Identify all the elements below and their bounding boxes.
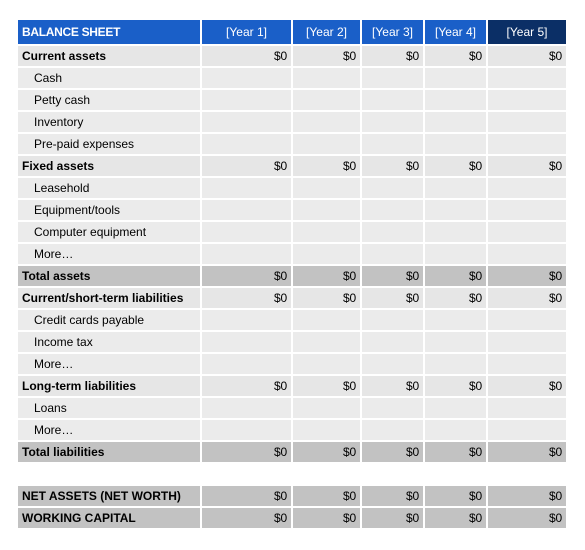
value-cell-year-2[interactable] — [293, 200, 362, 222]
table-row-item — [18, 244, 566, 266]
table-row-total — [18, 508, 566, 530]
value-cell-year-2[interactable] — [293, 244, 362, 266]
table-row-item — [18, 200, 566, 222]
value-cell-year-4[interactable] — [425, 288, 488, 310]
value-cell-year-2[interactable] — [293, 156, 362, 178]
value-cell-year-5[interactable] — [488, 354, 566, 376]
value-cell-year-1[interactable] — [202, 222, 293, 244]
value-cell-year-4[interactable] — [425, 244, 488, 266]
cell-value: $0 — [406, 379, 419, 393]
row-label: WORKING CAPITAL — [18, 508, 202, 530]
value-cell-year-5[interactable] — [488, 508, 566, 530]
value-cell-year-3[interactable] — [362, 222, 425, 244]
cell-value: $0 — [343, 291, 356, 305]
value-cell-year-1[interactable] — [202, 508, 293, 530]
cell-value: $0 — [274, 291, 287, 305]
cell-value: $0 — [343, 489, 356, 503]
value-cell-year-2[interactable] — [293, 112, 362, 134]
cell-value: $0 — [549, 379, 562, 393]
value-cell-year-4[interactable] — [425, 508, 488, 530]
table-row-group — [18, 156, 566, 178]
value-cell-year-5[interactable] — [488, 156, 566, 178]
value-cell-year-4[interactable] — [425, 332, 488, 354]
cell-value: $0 — [343, 445, 356, 459]
value-cell-year-2[interactable] — [293, 310, 362, 332]
row-label: Total assets — [18, 266, 202, 288]
row-label: Current/short-term liabilities — [18, 288, 202, 310]
value-cell-year-3[interactable] — [362, 376, 425, 398]
value-cell-year-5[interactable] — [488, 442, 566, 464]
cell-value: $0 — [406, 269, 419, 283]
value-cell-year-1[interactable] — [202, 442, 293, 464]
value-cell-year-1[interactable] — [202, 376, 293, 398]
value-cell-year-5[interactable] — [488, 178, 566, 200]
table-row-group — [18, 288, 566, 310]
value-cell-year-4[interactable] — [425, 398, 488, 420]
header-year-3: [Year 3] — [362, 20, 425, 46]
value-cell-year-2[interactable] — [293, 46, 362, 68]
cell-value: $0 — [549, 269, 562, 283]
value-cell-year-4[interactable] — [425, 200, 488, 222]
value-cell-year-4[interactable] — [425, 486, 488, 508]
cell-value: $0 — [469, 445, 482, 459]
value-cell-year-1[interactable] — [202, 354, 293, 376]
cell-value: $0 — [406, 159, 419, 173]
table-row-item — [18, 112, 566, 134]
value-cell-year-2[interactable] — [293, 90, 362, 112]
spacer-row — [18, 464, 566, 486]
value-cell-year-1[interactable] — [202, 90, 293, 112]
cell-value: $0 — [406, 445, 419, 459]
value-cell-year-1[interactable] — [202, 46, 293, 68]
value-cell-year-4[interactable] — [425, 46, 488, 68]
table-row-item — [18, 398, 566, 420]
cell-value: $0 — [406, 511, 419, 525]
cell-value: $0 — [549, 445, 562, 459]
cell-value: $0 — [549, 291, 562, 305]
table-row-group — [18, 376, 566, 398]
value-cell-year-2[interactable] — [293, 420, 362, 442]
value-cell-year-2[interactable] — [293, 354, 362, 376]
cell-value: $0 — [549, 49, 562, 63]
header-year-1: [Year 1] — [202, 20, 293, 46]
value-cell-year-1[interactable] — [202, 398, 293, 420]
value-cell-year-5[interactable] — [488, 222, 566, 244]
cell-value: $0 — [406, 489, 419, 503]
table-row-item — [18, 90, 566, 112]
value-cell-year-1[interactable] — [202, 156, 293, 178]
row-label: More… — [18, 420, 202, 442]
row-label: Current assets — [18, 46, 202, 68]
cell-value: $0 — [469, 291, 482, 305]
row-label: NET ASSETS (NET WORTH) — [18, 486, 202, 508]
table-row-item — [18, 332, 566, 354]
table-row-item — [18, 68, 566, 90]
table-row-item — [18, 354, 566, 376]
value-cell-year-1[interactable] — [202, 112, 293, 134]
row-label: More… — [18, 244, 202, 266]
value-cell-year-5[interactable] — [488, 486, 566, 508]
header-year-2: [Year 2] — [293, 20, 362, 46]
value-cell-year-5[interactable] — [488, 90, 566, 112]
value-cell-year-2[interactable] — [293, 486, 362, 508]
value-cell-year-2[interactable] — [293, 442, 362, 464]
header-year-5: [Year 5] — [488, 20, 566, 46]
value-cell-year-2[interactable] — [293, 332, 362, 354]
value-cell-year-3[interactable] — [362, 486, 425, 508]
table-row-item — [18, 420, 566, 442]
value-cell-year-1[interactable] — [202, 200, 293, 222]
cell-value: $0 — [274, 379, 287, 393]
table-row-group — [18, 46, 566, 68]
cell-value: $0 — [274, 445, 287, 459]
row-label: Long-term liabilities — [18, 376, 202, 398]
value-cell-year-4[interactable] — [425, 178, 488, 200]
cell-value: $0 — [343, 511, 356, 525]
value-cell-year-2[interactable] — [293, 178, 362, 200]
table-row-item — [18, 310, 566, 332]
value-cell-year-1[interactable] — [202, 486, 293, 508]
value-cell-year-3[interactable] — [362, 354, 425, 376]
value-cell-year-3[interactable] — [362, 90, 425, 112]
cell-value: $0 — [274, 159, 287, 173]
cell-value: $0 — [343, 159, 356, 173]
cell-value: $0 — [469, 159, 482, 173]
value-cell-year-1[interactable] — [202, 244, 293, 266]
value-cell-year-4[interactable] — [425, 266, 488, 288]
value-cell-year-4[interactable] — [425, 354, 488, 376]
value-cell-year-3[interactable] — [362, 332, 425, 354]
value-cell-year-3[interactable] — [362, 200, 425, 222]
value-cell-year-1[interactable] — [202, 420, 293, 442]
value-cell-year-5[interactable] — [488, 310, 566, 332]
cell-value: $0 — [274, 269, 287, 283]
value-cell-year-5[interactable] — [488, 420, 566, 442]
value-cell-year-3[interactable] — [362, 266, 425, 288]
cell-value: $0 — [343, 49, 356, 63]
row-label: Inventory — [18, 112, 202, 134]
value-cell-year-1[interactable] — [202, 332, 293, 354]
table-row-item — [18, 134, 566, 156]
cell-value: $0 — [274, 49, 287, 63]
value-cell-year-2[interactable] — [293, 288, 362, 310]
value-cell-year-5[interactable] — [488, 200, 566, 222]
cell-value: $0 — [469, 489, 482, 503]
cell-value: $0 — [549, 489, 562, 503]
value-cell-year-3[interactable] — [362, 68, 425, 90]
value-cell-year-3[interactable] — [362, 112, 425, 134]
value-cell-year-3[interactable] — [362, 508, 425, 530]
value-cell-year-5[interactable] — [488, 112, 566, 134]
value-cell-year-3[interactable] — [362, 288, 425, 310]
value-cell-year-5[interactable] — [488, 68, 566, 90]
value-cell-year-4[interactable] — [425, 310, 488, 332]
table-row-item — [18, 222, 566, 244]
cell-value: $0 — [406, 291, 419, 305]
table-row-total — [18, 486, 566, 508]
value-cell-year-2[interactable] — [293, 508, 362, 530]
table-row-item — [18, 178, 566, 200]
row-label: Fixed assets — [18, 156, 202, 178]
value-cell-year-1[interactable] — [202, 134, 293, 156]
header-row — [18, 20, 566, 46]
value-cell-year-4[interactable] — [425, 68, 488, 90]
value-cell-year-4[interactable] — [425, 442, 488, 464]
row-label: Leasehold — [18, 178, 202, 200]
value-cell-year-4[interactable] — [425, 420, 488, 442]
row-label: Credit cards payable — [18, 310, 202, 332]
value-cell-year-1[interactable] — [202, 266, 293, 288]
cell-value: $0 — [274, 511, 287, 525]
value-cell-year-5[interactable] — [488, 398, 566, 420]
cell-value: $0 — [469, 379, 482, 393]
row-label: Loans — [18, 398, 202, 420]
row-label: Cash — [18, 68, 202, 90]
cell-value: $0 — [406, 49, 419, 63]
value-cell-year-4[interactable] — [425, 376, 488, 398]
value-cell-year-4[interactable] — [425, 156, 488, 178]
value-cell-year-5[interactable] — [488, 332, 566, 354]
row-label: Income tax — [18, 332, 202, 354]
value-cell-year-5[interactable] — [488, 376, 566, 398]
row-label: Pre-paid expenses — [18, 134, 202, 156]
value-cell-year-1[interactable] — [202, 288, 293, 310]
value-cell-year-4[interactable] — [425, 90, 488, 112]
row-label: Computer equipment — [18, 222, 202, 244]
table-row-total — [18, 266, 566, 288]
cell-value: $0 — [274, 489, 287, 503]
header-title: BALANCE SHEET — [18, 20, 202, 46]
cell-value: $0 — [469, 49, 482, 63]
cell-value: $0 — [469, 269, 482, 283]
value-cell-year-5[interactable] — [488, 244, 566, 266]
cell-value: $0 — [343, 379, 356, 393]
row-label: More… — [18, 354, 202, 376]
value-cell-year-4[interactable] — [425, 134, 488, 156]
value-cell-year-5[interactable] — [488, 266, 566, 288]
value-cell-year-5[interactable] — [488, 134, 566, 156]
value-cell-year-4[interactable] — [425, 222, 488, 244]
value-cell-year-4[interactable] — [425, 112, 488, 134]
value-cell-year-3[interactable] — [362, 442, 425, 464]
value-cell-year-2[interactable] — [293, 134, 362, 156]
value-cell-year-3[interactable] — [362, 420, 425, 442]
row-label: Equipment/tools — [18, 200, 202, 222]
cell-value: $0 — [469, 511, 482, 525]
row-label: Petty cash — [18, 90, 202, 112]
value-cell-year-2[interactable] — [293, 68, 362, 90]
value-cell-year-3[interactable] — [362, 156, 425, 178]
value-cell-year-2[interactable] — [293, 222, 362, 244]
balance-sheet-table — [18, 20, 566, 530]
value-cell-year-3[interactable] — [362, 244, 425, 266]
table-row-total — [18, 442, 566, 464]
value-cell-year-2[interactable] — [293, 398, 362, 420]
cell-value: $0 — [549, 159, 562, 173]
value-cell-year-5[interactable] — [488, 46, 566, 68]
value-cell-year-3[interactable] — [362, 398, 425, 420]
value-cell-year-3[interactable] — [362, 178, 425, 200]
value-cell-year-1[interactable] — [202, 178, 293, 200]
row-label: Total liabilities — [18, 442, 202, 464]
cell-value: $0 — [343, 269, 356, 283]
value-cell-year-2[interactable] — [293, 376, 362, 398]
header-year-4: [Year 4] — [425, 20, 488, 46]
value-cell-year-5[interactable] — [488, 288, 566, 310]
value-cell-year-3[interactable] — [362, 310, 425, 332]
value-cell-year-2[interactable] — [293, 266, 362, 288]
value-cell-year-3[interactable] — [362, 46, 425, 68]
value-cell-year-1[interactable] — [202, 68, 293, 90]
value-cell-year-1[interactable] — [202, 310, 293, 332]
value-cell-year-3[interactable] — [362, 134, 425, 156]
cell-value: $0 — [549, 511, 562, 525]
table-body — [18, 46, 566, 530]
